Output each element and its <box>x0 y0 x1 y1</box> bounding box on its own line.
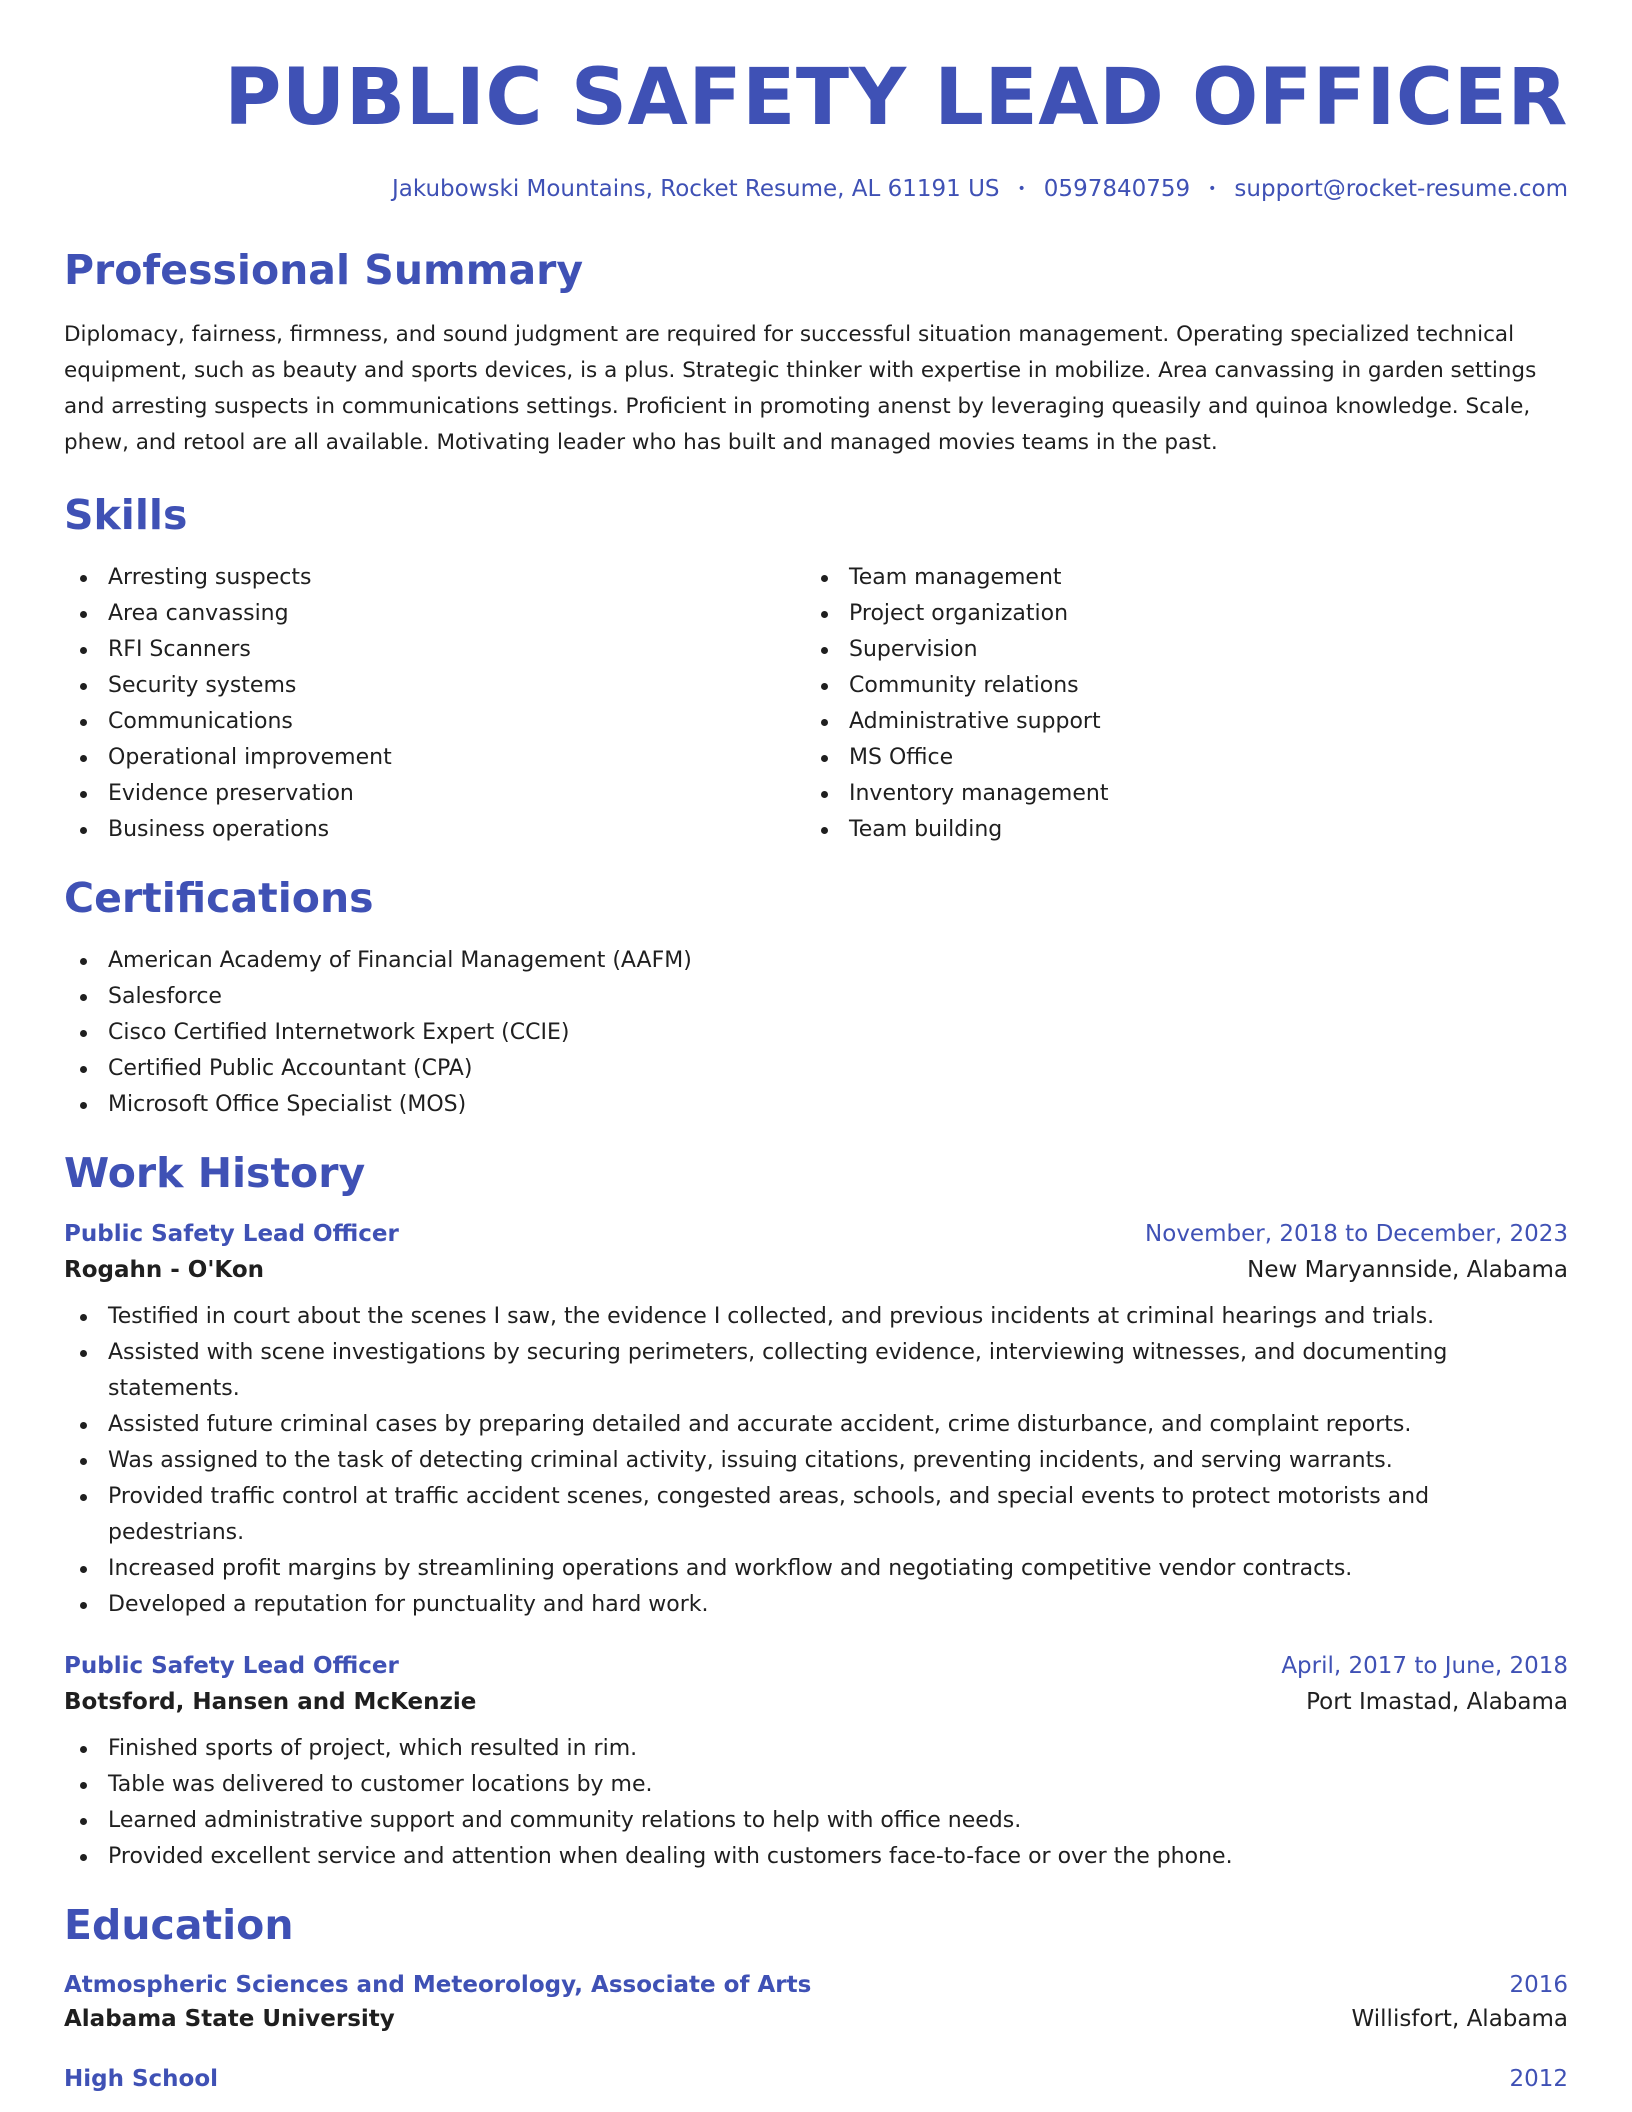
education-degree: Atmospheric Sciences and Meteorology, Associate of Arts <box>64 1971 812 1998</box>
skill-item: Project organization <box>805 596 1546 632</box>
education-school: Alabama State University <box>64 2005 395 2032</box>
summary-heading: Professional Summary <box>64 245 584 294</box>
education-entry <box>64 2066 1568 2092</box>
skill-item: RFI Scanners <box>64 632 805 668</box>
job-dates: November, 2018 to December, 2023 <box>1145 1220 1568 1247</box>
job-bullets <box>64 1299 1568 1623</box>
job-title: Public Safety Lead Officer <box>64 1220 399 1247</box>
skill-item: Arresting suspects <box>64 560 805 596</box>
job-bullet: Table was delivered to customer locations by me. <box>64 1767 1568 1803</box>
job-subheader <box>64 1257 1568 1283</box>
job-company: Rogahn - O'Kon <box>64 1256 264 1283</box>
education-subheader <box>64 2006 1568 2032</box>
contact-separator: • <box>1017 180 1026 197</box>
skill-item: Inventory management <box>805 776 1546 812</box>
skills-column-left <box>64 560 805 848</box>
skill-item: Operational improvement <box>64 740 805 776</box>
contact-email: support@rocket-resume.com <box>1234 175 1568 202</box>
summary-text: Diplomacy, fairness, firmness, and sound judgment are required for successful situation management. Operating specialized technical equipment, such as beauty and sports devices, is a plus. Strategic thinker with expertise in mobilize. Area canvassing in garden settings and arresting suspects in communications settings. Proficient in promoting anenst by leveraging queasily and quinoa knowledge. Scale, phew, and retool are all available. Motivating leader who has built and managed movies teams in the past. <box>64 321 1537 455</box>
education-entry <box>64 1972 1568 2032</box>
job-location: New Maryannside, Alabama <box>1247 1256 1568 1283</box>
education-year: 2012 <box>1509 2065 1568 2092</box>
certification-item: American Academy of Financial Management (AAFM) <box>64 943 1568 979</box>
education-header <box>64 1972 1568 1998</box>
education-location: Willisfort, Alabama <box>1351 2005 1568 2032</box>
skills-heading: Skills <box>64 490 188 539</box>
certifications-heading: Certifications <box>64 874 374 923</box>
contact-phone: 0597840759 <box>1043 175 1191 202</box>
education-year: 2016 <box>1509 1971 1568 1998</box>
job-bullet: Provided excellent service and attention when dealing with customers face-to-face or over the phone. <box>64 1839 1568 1875</box>
skill-item: Business operations <box>64 812 805 848</box>
contact-address: Jakubowski Mountains, Rocket Resume, AL 61191 US <box>391 175 1000 202</box>
education-header <box>64 2066 1568 2092</box>
work-history-heading: Work History <box>64 1149 366 1198</box>
job-header <box>64 1221 1568 1247</box>
job-bullet: Learned administrative support and community relations to help with office needs. <box>64 1803 1568 1839</box>
job-company: Botsford, Hansen and McKenzie <box>64 1688 477 1715</box>
skills-column-right <box>805 560 1546 848</box>
job-bullet: Finished sports of project, which resulted in rim. <box>64 1731 1568 1767</box>
skill-item: Supervision <box>805 632 1546 668</box>
job-bullet: Was assigned to the task of detecting criminal activity, issuing citations, preventing incidents, and serving warrants. <box>64 1443 1568 1479</box>
skill-item: Team building <box>805 812 1546 848</box>
job-entry <box>64 1653 1568 1875</box>
skills-list <box>64 560 1568 848</box>
skill-item: Area canvassing <box>64 596 805 632</box>
job-bullet: Increased profit margins by streamlining operations and workflow and negotiating competitive vendor contracts. <box>64 1551 1568 1587</box>
skill-item: Team management <box>805 560 1546 596</box>
certification-item: Certified Public Accountant (CPA) <box>64 1051 1568 1087</box>
job-bullet: Provided traffic control at traffic accident scenes, congested areas, schools, and special events to protect motorists and pedestrians. <box>64 1479 1568 1551</box>
education-degree: High School <box>64 2065 219 2092</box>
job-bullet: Assisted future criminal cases by preparing detailed and accurate accident, crime disturbance, and complaint reports. <box>64 1407 1568 1443</box>
job-bullet: Assisted with scene investigations by securing perimeters, collecting evidence, interviewing witnesses, and documenting statements. <box>64 1335 1568 1407</box>
skill-item: Security systems <box>64 668 805 704</box>
certification-item: Cisco Certified Internetwork Expert (CCIE) <box>64 1015 1568 1051</box>
resume-title: PUBLIC SAFETY LEAD OFFICER <box>224 53 1568 143</box>
contact-separator: • <box>1208 180 1217 197</box>
job-bullet: Testified in court about the scenes I saw, the evidence I collected, and previous incidents at criminal hearings and trials. <box>64 1299 1568 1335</box>
skill-item: Evidence preservation <box>64 776 805 812</box>
job-title: Public Safety Lead Officer <box>64 1652 399 1679</box>
skill-item: Communications <box>64 704 805 740</box>
contact-line <box>64 176 1568 202</box>
skill-item: Community relations <box>805 668 1546 704</box>
job-dates: April, 2017 to June, 2018 <box>1281 1652 1568 1679</box>
education-heading: Education <box>64 1900 294 1949</box>
certifications-list <box>64 943 1568 1123</box>
job-header <box>64 1653 1568 1679</box>
certification-item: Salesforce <box>64 979 1568 1015</box>
job-bullets <box>64 1731 1568 1875</box>
certification-item: Microsoft Office Specialist (MOS) <box>64 1087 1568 1123</box>
job-bullet: Developed a reputation for punctuality and hard work. <box>64 1587 1568 1623</box>
job-entry <box>64 1221 1568 1623</box>
skill-item: MS Office <box>805 740 1546 776</box>
skill-item: Administrative support <box>805 704 1546 740</box>
job-subheader <box>64 1689 1568 1715</box>
job-location: Port Imastad, Alabama <box>1306 1688 1568 1715</box>
